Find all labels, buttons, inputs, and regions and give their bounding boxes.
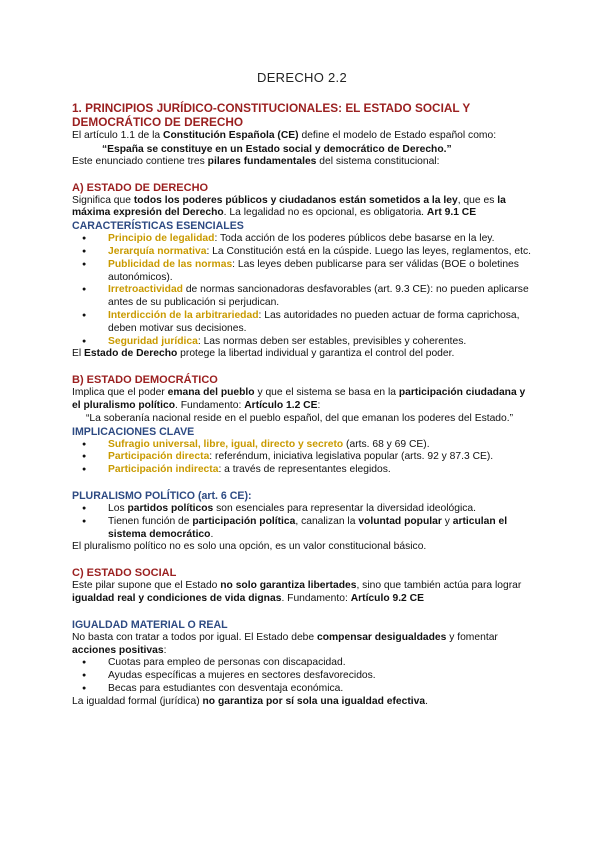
list-item: ● Jerarquía normativa: La Constitución está en la cúspide. Luego las leyes, reglamentos, etc. <box>108 246 532 259</box>
paragraph-estado-democratico: Implica que el poder emana del pueblo y que el sistema se basa en la participación ciudadana y el pluralismo político. Fundamento: Artículo 1.2 CE: <box>72 387 526 411</box>
paragraph-estado-social: Este pilar supone que el Estado no solo garantiza libertades, sino que también actúa para lograr igualdad real y condiciones de vida dignas. Fundamento: Artículo 9.2 CE <box>72 580 522 604</box>
list-item: ● Becas para estudiantes con desventaja económica. <box>108 683 532 696</box>
list-caracteristicas <box>72 233 532 348</box>
list-item: ● Ayudas específicas a mujeres en sectores desfavorecidos. <box>108 670 532 683</box>
section-heading-estado-social: C) ESTADO SOCIAL <box>72 567 177 580</box>
paragraph-estado-derecho: Significa que todos los poderes públicos y ciudadanos están sometidos a la ley, que es la máxima expresión del Derecho. La legalidad no es opcional, es obligatoria. Art 9.1 CE <box>72 194 506 219</box>
document-page <box>72 70 532 709</box>
list-item: ● Publicidad de las normas: Las leyes deben publicarse para ser válidas (BOE o boletines autonómicos). <box>108 259 532 285</box>
list-pluralismo <box>72 503 532 541</box>
list-acciones-positivas <box>72 657 532 695</box>
section-heading-pluralismo: PLURALISMO POLÍTICO (art. 6 CE): <box>72 489 252 502</box>
section-heading-estado-derecho: A) ESTADO DE DERECHO <box>72 181 209 194</box>
list-implicaciones <box>72 439 532 477</box>
list-item: ● Principio de legalidad: Toda acción de los poderes públicos debe basarse en la ley. <box>108 233 532 246</box>
section-heading-estado-democratico: B) ESTADO DEMOCRÁTICO <box>72 374 218 387</box>
list-item: ● Interdicción de la arbitrariedad: Las autoridades no pueden actuar de forma caprichosa, deben motivar sus decisiones. <box>108 310 532 336</box>
section-heading-principios: 1. PRINCIPIOS JURÍDICO-CONSTITUCIONALES: EL ESTADO SOCIAL Y DEMOCRÁTICO DE DERECHO <box>72 101 471 129</box>
list-item: ● Los partidos políticos son esenciales para representar la diversidad ideológica. <box>108 503 532 516</box>
paragraph-pluralismo-closing: El pluralismo político no es solo una opción, es un valor constitucional básico. <box>72 541 427 553</box>
page-title: DERECHO 2.2 <box>257 70 347 85</box>
list-item: ● Irretroactividad de normas sancionadoras desfavorables (art. 9.3 CE): no pueden aplicarse antes de su publicación si perjudican. <box>108 284 532 310</box>
list-item: ● Tienen función de participación política, canalizan la voluntad popular y articulan el sistema democrático. <box>108 516 532 542</box>
subheading-implicaciones: IMPLICACIONES CLAVE <box>72 425 195 438</box>
subheading-caracteristicas: CARACTERÍSTICAS ESENCIALES <box>72 220 244 233</box>
list-item: ● Participación indirecta: a través de representantes elegidos. <box>108 464 532 477</box>
quote-constitution: “España se constituye en un Estado social y democrático de Derecho.” <box>102 143 452 155</box>
paragraph-intro: El artículo 1.1 de la Constitución Española (CE) define el modelo de Estado español como: <box>72 130 497 141</box>
list-item: ● Cuotas para empleo de personas con discapacidad. <box>108 657 532 670</box>
list-item: ● Seguridad jurídica: Las normas deben ser estables, previsibles y coherentes. <box>108 336 532 349</box>
section-heading-igualdad: IGUALDAD MATERIAL O REAL <box>72 618 228 631</box>
quote-soberania: “La soberanía nacional reside en el pueblo español, del que emanan los poderes del Estado.” <box>86 412 514 424</box>
paragraph-estado-derecho-closing: El Estado de Derecho protege la libertad individual y garantiza el control del poder. <box>72 348 455 360</box>
paragraph-igualdad-closing: La igualdad formal (jurídica) no garantiza por sí sola una igualdad efectiva. <box>72 695 428 707</box>
paragraph-pillars: Este enunciado contiene tres pilares fundamentales del sistema constitucional: <box>72 155 440 167</box>
paragraph-igualdad: No basta con tratar a todos por igual. El Estado debe compensar desigualdades y fomentar acciones positivas: <box>72 631 498 656</box>
list-item: ● Sufragio universal, libre, igual, directo y secreto (arts. 68 y 69 CE). <box>108 439 532 452</box>
list-item: ● Participación directa: referéndum, iniciativa legislativa popular (arts. 92 y 87.3 CE). <box>108 451 532 464</box>
